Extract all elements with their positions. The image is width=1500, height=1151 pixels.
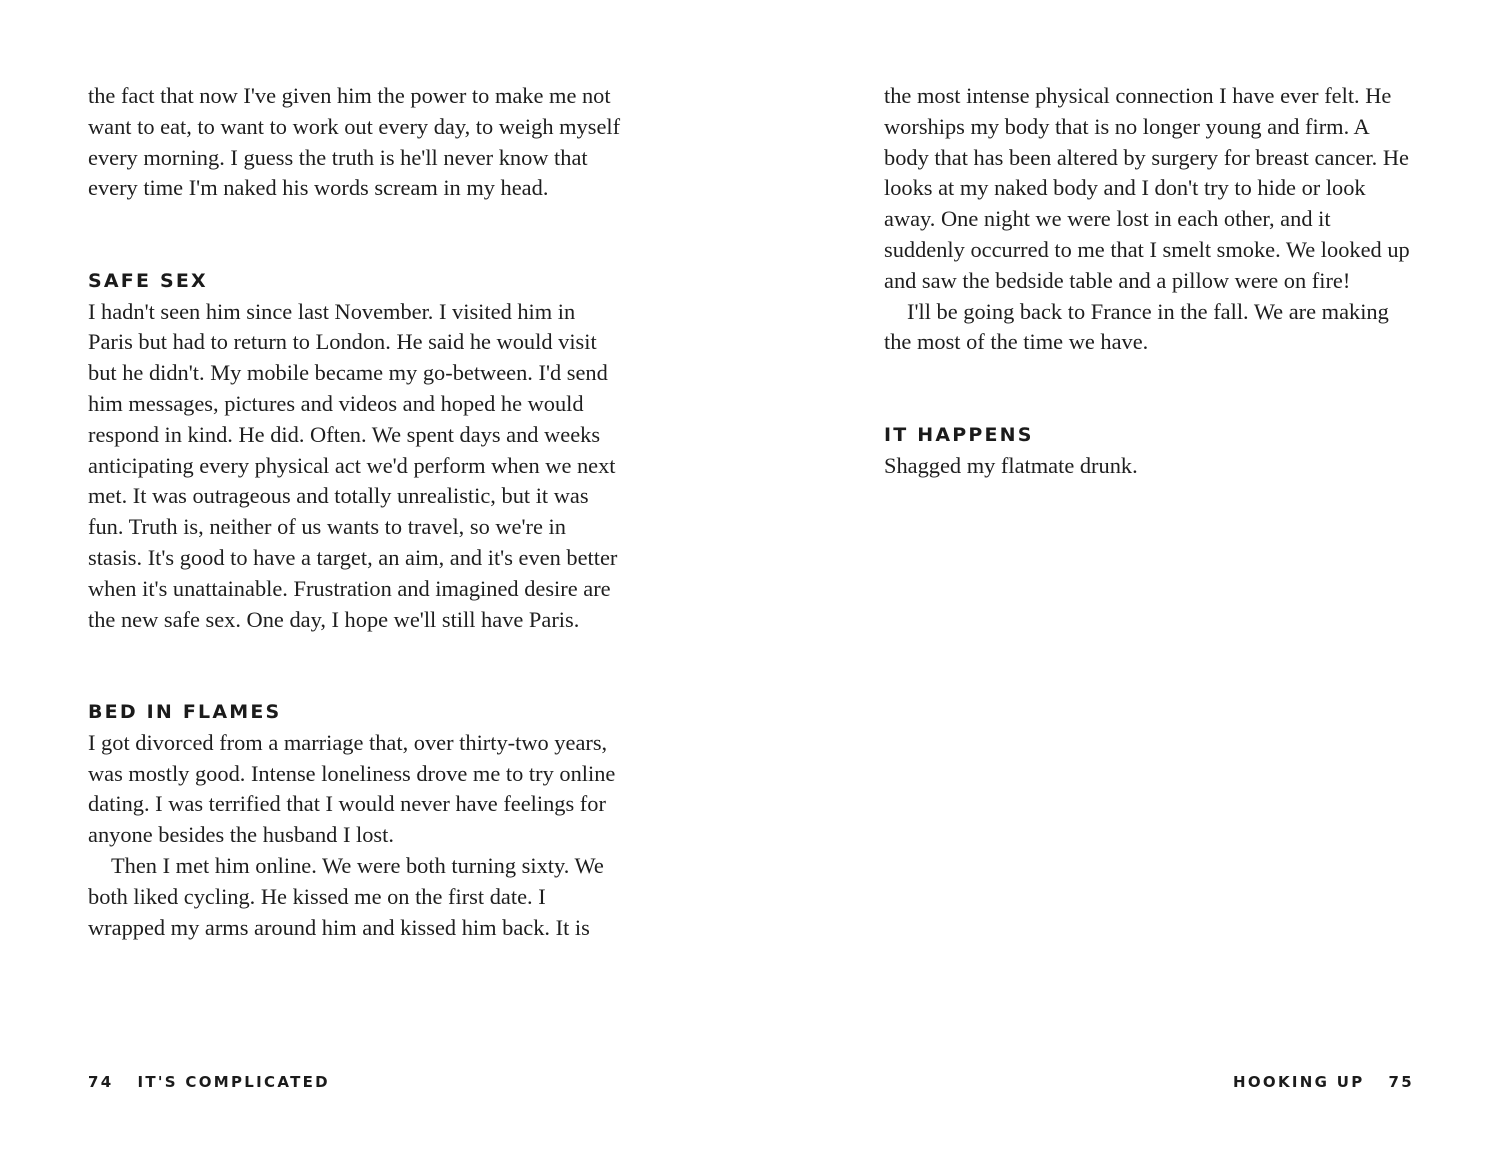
- safe-sex-paragraph: I hadn't seen him since last November. I visited him in Paris but had to return to London. He said he would visit but he didn't. My mobile became my go-between. I'd send him messages, pictures and videos and hoped he would respond in kind. He did. Often. We spent days and weeks anticipating every physical act we'd perform when we next met. It was outrageous and totally unrealistic, but it was fun. Truth is, neither of us wants to travel, so we're in stasis. It's good to have a target, an aim, and it's even better when it's unattainable. Frustration and imagined desire are the new safe sex. One day, I hope we'll still have Paris.: [88, 298, 618, 632]
- section-gap: [88, 204, 622, 266]
- continued-paragraph: the fact that now I've given him the power to make me not want to eat, to want to work out every day, to weigh myself every morning. I guess the truth is he'll never know that every time I'm naked his words scream in my head.: [88, 83, 621, 201]
- section-heading-bed-in-flames: BED IN FLAMES: [88, 700, 282, 723]
- closing-paragraph: I'll be going back to France in the fall. We are making the most of the time we have.: [884, 298, 1389, 355]
- page-number: 75: [1388, 1073, 1414, 1091]
- bed-in-flames-paragraph-1: I got divorced from a marriage that, over thirty-two years, was mostly good. Intense loneliness drove me to try online dating. I was terrified that I would never have feelings for anyone besides the husband I lost.: [88, 729, 616, 848]
- it-happens-paragraph: Shagged my flatmate drunk.: [884, 452, 1138, 478]
- left-page-footer: [88, 1073, 330, 1091]
- right-page-footer: [1233, 1073, 1414, 1091]
- left-text-column: [88, 81, 622, 943]
- right-text-column: [884, 81, 1414, 481]
- section-heading-it-happens: IT HAPPENS: [884, 423, 1034, 446]
- page-number: 74: [88, 1073, 114, 1091]
- right-page: [750, 0, 1500, 1151]
- running-head: HOOKING UP: [1232, 1073, 1365, 1091]
- section-gap: [88, 635, 622, 697]
- section-heading-safe-sex: SAFE SEX: [88, 269, 208, 292]
- running-head: IT'S COMPLICATED: [137, 1073, 330, 1091]
- continued-paragraph: the most intense physical connection I have ever felt. He worships my body that is no longer young and firm. A body that has been altered by surgery for breast cancer. He looks at my naked body and I don't try to hide or look away. One night we were lost in each other, and it suddenly occurred to me that I smelt smoke. We looked up and saw the bedside table and a pillow were on fire!: [884, 83, 1410, 293]
- bed-in-flames-paragraph-2: Then I met him online. We were both turning sixty. We both liked cycling. He kissed me on the first date. I wrapped my arms around him and kissed him back. It is: [88, 852, 604, 940]
- section-gap: [884, 358, 1414, 420]
